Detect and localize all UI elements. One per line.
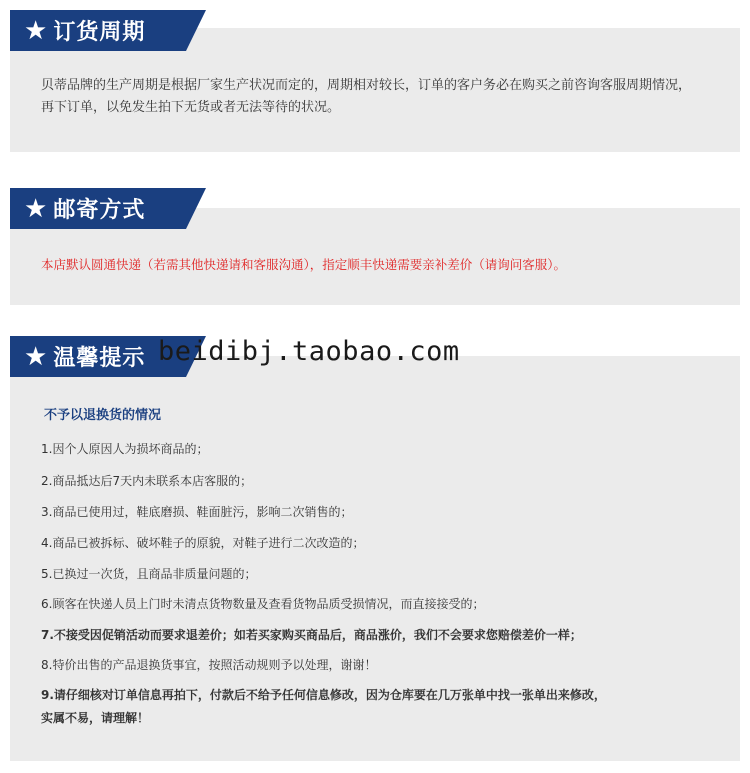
- shipping-line-1: 本店默认圆通快递（若需其他快递请和客服沟通），指定顺丰快递需要亲补差价（请询问客服）。: [41, 257, 567, 272]
- list-item: 4.商品已被拆标、破坏鞋子的原貌，对鞋子进行二次改造的；: [41, 536, 365, 550]
- star-icon: ★: [24, 193, 48, 224]
- star-icon: ★: [24, 15, 48, 46]
- list-item: 6.顾客在快递人员上门时未清点货物数量及查看货物品质受损情况，而直接接受的；: [41, 597, 485, 611]
- star-icon: ★: [24, 341, 48, 372]
- shipping-tab: [10, 188, 186, 229]
- list-item: 1.因个人原因人为损坏商品的；: [41, 442, 209, 456]
- list-item: 9.请仔细核对订单信息再拍下，付款后不给予任何信息修改，因为仓库要在几万张单中找一张单出来修改，: [41, 688, 606, 702]
- order-cycle-title: 订货周期: [53, 19, 146, 45]
- list-item: 实属不易，请理解！: [41, 711, 150, 725]
- list-item: 3.商品已使用过，鞋底磨损、鞋面脏污，影响二次销售的；: [41, 505, 353, 519]
- tips-title: 温馨提示: [53, 345, 146, 371]
- no-return-heading: 不予以退换货的情况: [44, 408, 162, 423]
- list-item: 8.特价出售的产品退换货事宜，按照活动规则予以处理，谢谢！: [41, 658, 377, 672]
- order-cycle-line-1: 贝蒂品牌的生产周期是根据厂家生产状况而定的，周期相对较长，订单的客户务必在购买之前咨询客服周期情况，: [41, 78, 692, 93]
- list-item: 5.已换过一次货，且商品非质量问题的；: [41, 567, 257, 581]
- shipping-title: 邮寄方式: [53, 197, 146, 223]
- order-cycle-tab: [10, 10, 186, 51]
- list-item: 2.商品抵达后7天内未联系本店客服的；: [41, 474, 253, 488]
- list-item: 7.不接受因促销活动而要求退差价；如若买家购买商品后，商品涨价，我们不会要求您赔偿差价一样；: [41, 628, 582, 642]
- watermark-text: beidibj.taobao.com: [158, 336, 460, 367]
- order-cycle-line-2: 再下订单，以免发生拍下无货或者无法等待的状况。: [41, 100, 341, 115]
